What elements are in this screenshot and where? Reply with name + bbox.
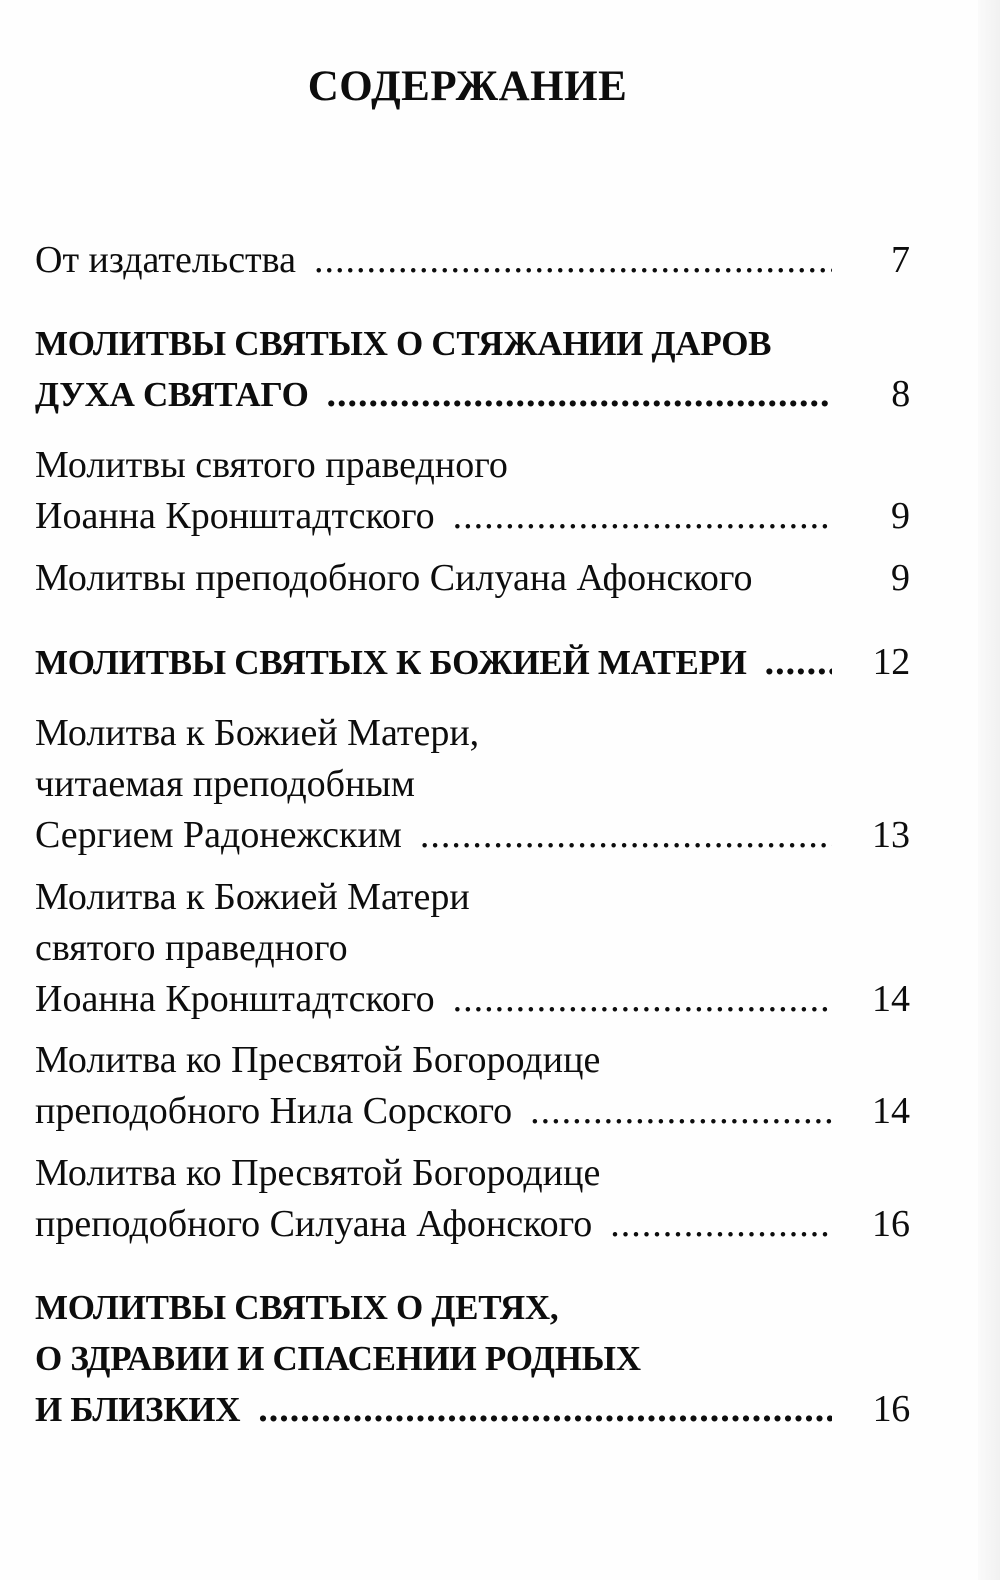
- toc-entry[interactable]: [35, 1148, 910, 1250]
- toc-entry-title: преподобного Нила Сорского: [35, 1090, 513, 1132]
- toc-entry-line: святого праведного: [35, 927, 348, 969]
- toc-page-number: 14: [872, 978, 910, 1020]
- toc-section-heading[interactable]: [35, 1282, 910, 1435]
- toc-page-number: 9: [891, 557, 910, 599]
- toc-entry-title: Иоанна Кронштадтского: [35, 978, 435, 1020]
- toc-section-title: И БЛИЗКИХ: [35, 1390, 241, 1429]
- toc-entry-title: преподобного Силуана Афонского: [35, 1203, 593, 1245]
- toc-entry[interactable]: [35, 708, 910, 861]
- toc-entry-title: От издательства: [35, 239, 296, 281]
- toc-section-line: МОЛИТВЫ СВЯТЫХ О СТЯЖАНИИ ДАРОВ: [35, 324, 772, 363]
- toc-entry-line: [35, 553, 910, 604]
- toc-leader-dots: [258, 1384, 832, 1435]
- page-title: СОДЕРЖАНИЕ: [307, 63, 628, 110]
- toc-entry[interactable]: [35, 872, 910, 1025]
- toc-page-number: 7: [891, 239, 910, 281]
- toc-entry-line: Молитва ко Пресвятой Богородице: [35, 1152, 601, 1194]
- toc-section-line: О ЗДРАВИИ И СПАСЕНИИ РОДНЫХ: [35, 1339, 641, 1378]
- toc-entry-title: Иоанна Кронштадтского: [35, 495, 435, 537]
- toc-entry-line: Молитва ко Пресвятой Богородице: [35, 1039, 601, 1081]
- toc-page-number: 16: [872, 1203, 910, 1245]
- toc-entry-line: [35, 974, 910, 1025]
- toc-entry-line: [35, 810, 910, 861]
- toc-entry[interactable]: [35, 235, 910, 286]
- toc-leader-dots: [420, 810, 832, 861]
- toc-leader-dots: [314, 235, 832, 286]
- toc-entry-line: [35, 491, 910, 542]
- toc-entry-line: [35, 1199, 910, 1250]
- toc-section-heading[interactable]: [35, 318, 910, 420]
- toc-entry-line: [35, 369, 910, 420]
- page-edge: [978, 0, 1000, 1580]
- toc-page-number: 14: [872, 1090, 910, 1132]
- toc-leader-dots: [765, 637, 832, 688]
- toc-leader-dots: [327, 369, 832, 420]
- toc-leader-dots: [530, 1086, 832, 1137]
- toc-page-number: 12: [872, 641, 910, 683]
- toc-entry-line: [35, 637, 910, 688]
- toc-page-number: 8: [891, 373, 910, 415]
- toc-leader-dots: [453, 491, 832, 542]
- toc-entry-line: Молитва к Божией Матери: [35, 876, 470, 918]
- toc-entry-line: Молитва к Божией Матери,: [35, 712, 480, 754]
- toc-page-number: 16: [872, 1388, 910, 1430]
- toc-leader-dots: [453, 974, 832, 1025]
- toc-entry[interactable]: [35, 1035, 910, 1137]
- toc-entry-line: [35, 1086, 910, 1137]
- toc-entry-line: Молитвы святого праведного: [35, 444, 508, 486]
- toc-page-number: 9: [891, 495, 910, 537]
- toc-section-line: МОЛИТВЫ СВЯТЫХ О ДЕТЯХ,: [35, 1288, 559, 1327]
- toc-section-heading[interactable]: [35, 637, 910, 688]
- toc-page-number: 13: [872, 814, 910, 856]
- toc-section-title: ДУХА СВЯТАГО: [35, 375, 309, 414]
- toc-entry-title: Молитвы преподобного Силуана Афонского: [35, 557, 753, 599]
- toc-section-title: МОЛИТВЫ СВЯТЫХ К БОЖИЕЙ МАТЕРИ: [35, 643, 747, 682]
- toc-entry[interactable]: [35, 553, 910, 604]
- toc-entry-line: [35, 1384, 910, 1435]
- toc-entry-title: Сергием Радонежским: [35, 814, 402, 856]
- toc-entry-line: [35, 235, 910, 286]
- toc-entry-line: читаемая преподобным: [35, 763, 415, 805]
- toc-leader-dots: [610, 1199, 832, 1250]
- toc-entry[interactable]: [35, 440, 910, 542]
